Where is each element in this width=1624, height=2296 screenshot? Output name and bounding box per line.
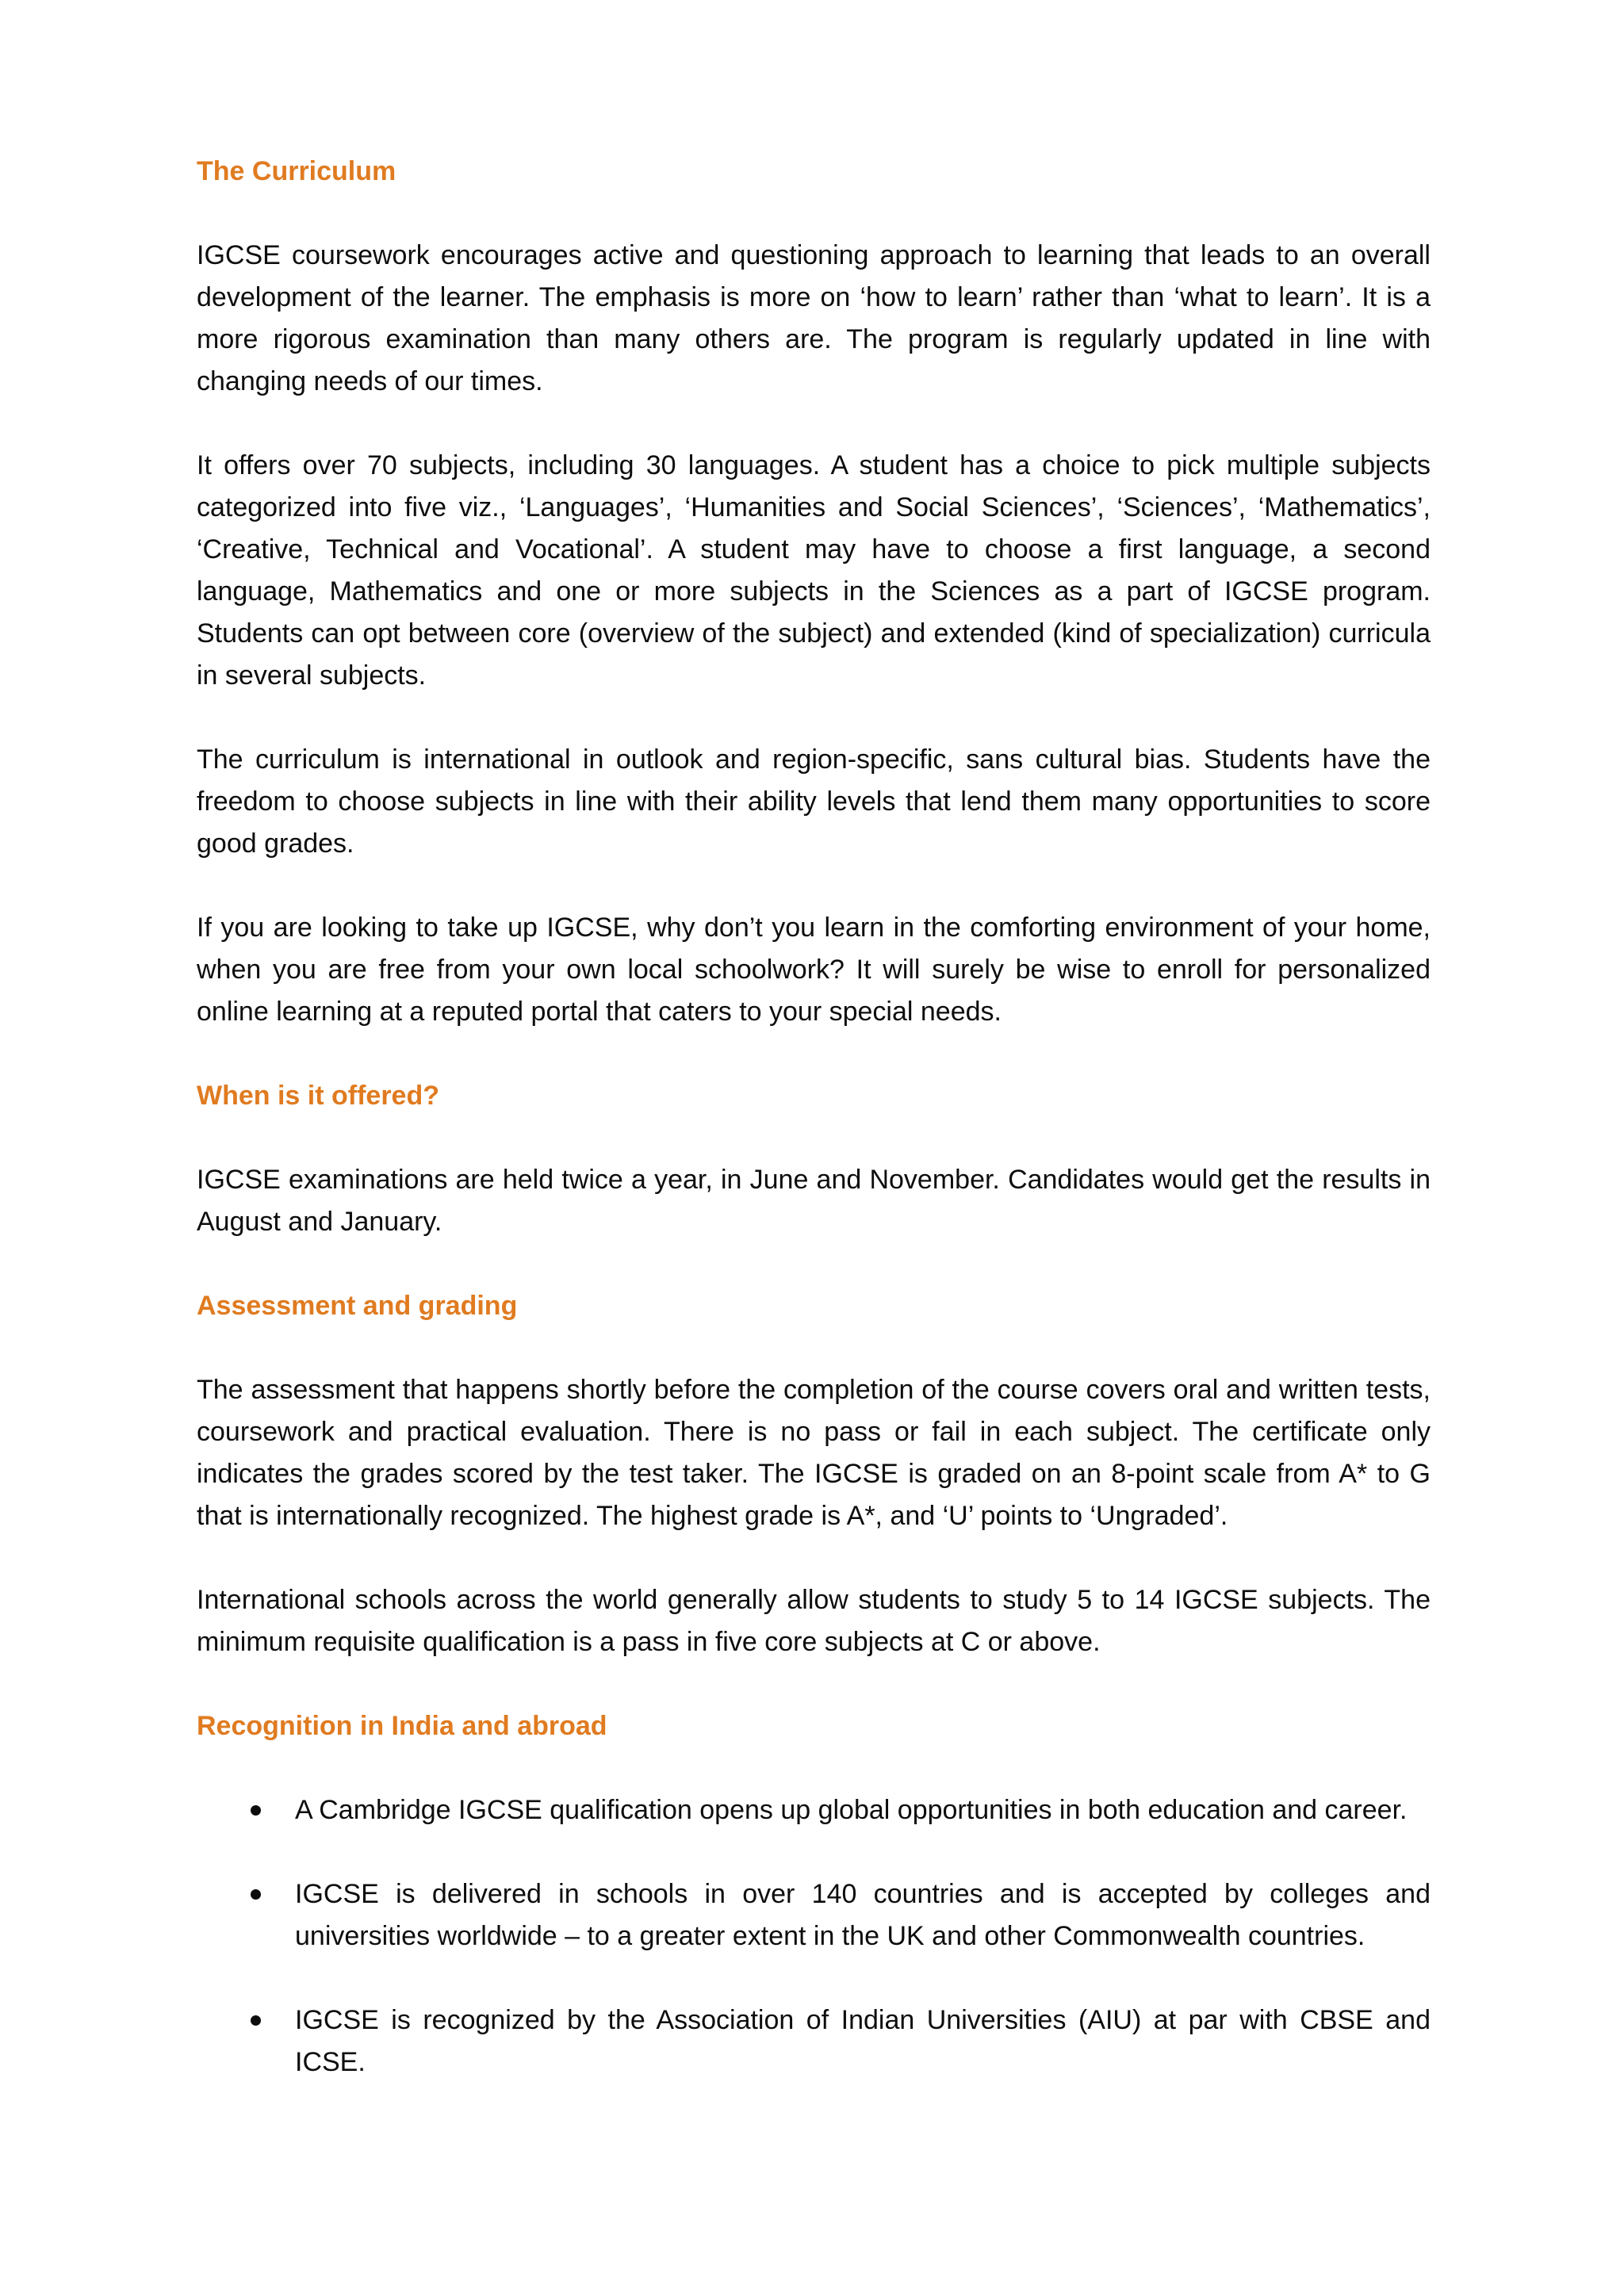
- curriculum-paragraph-2: It offers over 70 subjects, including 30 languages. A student has a choice to pick multiple subjects categorized into five viz., ‘Languages’, ‘Humanities and Social Sciences’, ‘Sciences’, ‘Mathematics’, ‘Creative, Technical and Vocational’. A student may have to choose a first language, a second language, Mathematics and one or more subjects in the Sciences as a part of IGCSE program. Students can opt between core (overview of the subject) and extended (kind of specialization) curricula in several subjects.: [197, 450, 1431, 691]
- section-heading-recognition: Recognition in India and abroad: [197, 1711, 607, 1741]
- assessment-paragraph-2: International schools across the world generally allow students to study 5 to 14 IGCSE subjects. The minimum requisite qualification is a pass in five core subjects at C or above.: [197, 1585, 1431, 1657]
- section-heading-offered: When is it offered?: [197, 1081, 439, 1111]
- bullet-icon: [251, 1889, 261, 1900]
- curriculum-paragraph-1: IGCSE coursework encourages active and questioning approach to learning that leads to an overall development of the learner. The emphasis is more on ‘how to learn’ rather than ‘what to learn’. It is a more rigorous examination than many others are. The program is regularly updated in line with changing needs of our times.: [197, 240, 1431, 396]
- recognition-bullet-list: [197, 1789, 1431, 2084]
- curriculum-paragraph-4: If you are looking to take up IGCSE, why don’t you learn in the comforting environment of your home, when you are free from your own local schoolwork? It will surely be wise to enroll for personalized online learning at a reputed portal that caters to your special needs.: [197, 913, 1431, 1027]
- list-item: [197, 1789, 1431, 1831]
- list-item-text: IGCSE is delivered in schools in over 140 countries and is accepted by colleges and universities worldwide – to a greater extent in the UK and other Commonwealth countries.: [295, 1879, 1431, 1951]
- curriculum-paragraph-3: The curriculum is international in outlook and region-specific, sans cultural bias. Students have the freedom to choose subjects in line with their ability levels that lend them many opportunities to score good grades.: [197, 744, 1431, 859]
- list-item-text: A Cambridge IGCSE qualification opens up global opportunities in both education and career.: [295, 1795, 1408, 1825]
- list-item: [197, 1873, 1431, 1957]
- list-item: [197, 1999, 1431, 2084]
- assessment-paragraph-1: The assessment that happens shortly before the completion of the course covers oral and written tests, coursework and practical evaluation. There is no pass or fail in each subject. The certificate only indicates the grades scored by the test taker. The IGCSE is graded on an 8-point scale from A* to G that is internationally recognized. The highest grade is A*, and ‘U’ points to ‘Ungraded’.: [197, 1375, 1431, 1531]
- bullet-icon: [251, 2015, 261, 2026]
- list-item-text: IGCSE is recognized by the Association of Indian Universities (AIU) at par with CBSE and ICSE.: [295, 2005, 1431, 2077]
- bullet-icon: [251, 1805, 261, 1816]
- section-heading-curriculum: The Curriculum: [197, 156, 396, 186]
- section-heading-assessment: Assessment and grading: [197, 1291, 518, 1321]
- document-body: [197, 151, 1431, 2126]
- offered-paragraph-1: IGCSE examinations are held twice a year, in June and November. Candidates would get the results in August and January.: [197, 1165, 1431, 1237]
